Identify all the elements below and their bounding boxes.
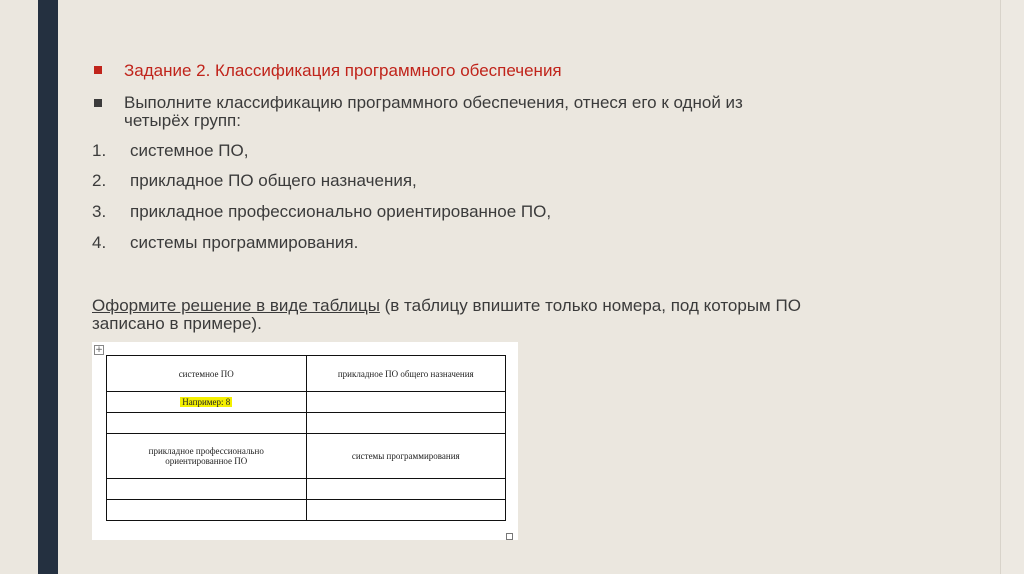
example-highlight: Например: 8 [182, 397, 231, 407]
left-accent-bar [38, 0, 58, 574]
table-cell [306, 392, 506, 413]
table-header-cell: системное ПО [107, 356, 307, 392]
move-handle-icon: + [95, 345, 103, 355]
group-item: системы программирования. [130, 233, 359, 252]
group-number: 4. [92, 233, 107, 252]
solution-table [106, 355, 506, 521]
solution-rest: (в таблицу впишите только номера, под которым ПО [379, 296, 801, 315]
header-line: прикладное профессионально [148, 446, 264, 456]
solution-instruction-line-2: записано в примере). [92, 314, 262, 333]
table-header-cell [107, 434, 307, 479]
table-header-cell: прикладное ПО общего назначения [306, 356, 506, 392]
resize-handle-icon [506, 533, 513, 540]
table-cell [107, 479, 307, 500]
table-cell [306, 500, 506, 521]
solution-instruction-line-1 [92, 296, 801, 316]
square-bullet-icon [94, 66, 102, 74]
table-cell [107, 413, 307, 434]
group-number: 1. [92, 141, 107, 160]
instruction-line-2: четырёх групп: [124, 111, 241, 130]
table-header-cell: системы программирования [306, 434, 506, 479]
header-line: ориентированное ПО [165, 456, 248, 466]
table-cell [107, 500, 307, 521]
table-cell [306, 413, 506, 434]
task-title: Задание 2. Классификация программного обеспечения [124, 61, 562, 80]
right-edge-bar [1000, 0, 1024, 574]
square-bullet-icon [94, 99, 102, 107]
solution-table-image [92, 342, 518, 540]
group-item: прикладное профессионально ориентированное ПО, [130, 202, 552, 221]
group-number: 3. [92, 202, 107, 221]
group-item: прикладное ПО общего назначения, [130, 171, 417, 190]
table-cell [107, 392, 307, 413]
instruction-line-1: Выполните классификацию программного обеспечения, отнеся его к одной из [124, 93, 743, 112]
table-cell [306, 479, 506, 500]
group-item: системное ПО, [130, 141, 249, 160]
solution-underlined: Оформите решение в виде таблицы [92, 296, 380, 315]
group-number: 2. [92, 171, 107, 190]
